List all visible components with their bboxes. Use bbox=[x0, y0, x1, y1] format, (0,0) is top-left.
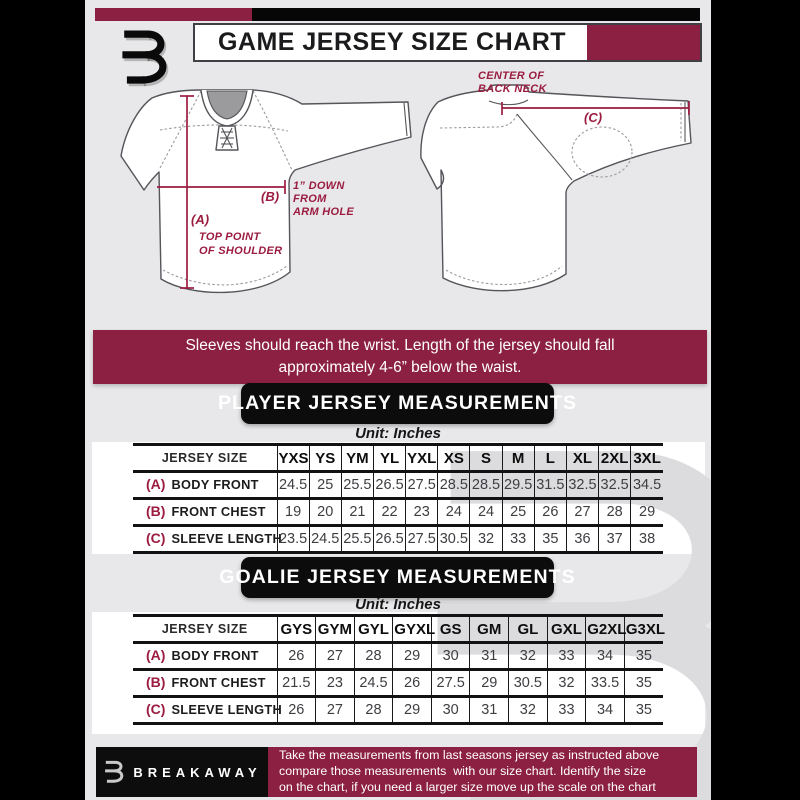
measurement-value: 24 bbox=[470, 499, 502, 526]
size-col-header: GYXL bbox=[393, 616, 432, 643]
size-header-row bbox=[133, 445, 663, 472]
row-tag: (A) bbox=[146, 476, 166, 492]
size-col-header: GYS bbox=[277, 616, 316, 643]
measurement-value: 29 bbox=[393, 643, 432, 670]
measurement-row-label bbox=[133, 499, 277, 526]
measurement-value: 26.5 bbox=[373, 472, 405, 499]
size-col-header: XS bbox=[438, 445, 470, 472]
size-col-header: XL bbox=[566, 445, 598, 472]
measurement-value: 25 bbox=[502, 499, 534, 526]
measurement-value: 30.5 bbox=[438, 526, 470, 553]
footer-line-2: compare those measurements with our size chart. Identify the size bbox=[279, 764, 647, 779]
measurement-row-label bbox=[133, 643, 277, 670]
measurement-value: 35 bbox=[624, 670, 663, 697]
measurement-row-label bbox=[133, 670, 277, 697]
row-label-text: SLEEVE LENGTH bbox=[171, 531, 282, 546]
measurement-value: 25.5 bbox=[341, 526, 373, 553]
footer-brand-text: BREAKAWAY bbox=[133, 764, 262, 780]
measurement-value: 35 bbox=[624, 643, 663, 670]
player-unit-label: Unit: Inches bbox=[355, 425, 441, 442]
player-measurements-table bbox=[133, 443, 663, 554]
size-col-header: G2XL bbox=[586, 616, 625, 643]
size-col-header: M bbox=[502, 445, 534, 472]
measurement-value: 32 bbox=[509, 643, 548, 670]
notice-line-1: Sleeves should reach the wrist. Length of the jersey should fall bbox=[185, 337, 615, 354]
row-label-text: SLEEVE LENGTH bbox=[171, 702, 282, 717]
measurement-value: 34 bbox=[586, 643, 625, 670]
measurement-value: 26.5 bbox=[373, 526, 405, 553]
measurement-value: 25 bbox=[309, 472, 341, 499]
footer-line-1: Take the measurements from last seasons jersey as instructed above bbox=[279, 748, 660, 763]
measurement-row-label bbox=[133, 472, 277, 499]
row-label-text: BODY FRONT bbox=[171, 477, 259, 492]
size-chart-poster bbox=[85, 0, 711, 800]
measurement-value: 30 bbox=[431, 697, 470, 724]
measurement-value: 24.5 bbox=[354, 670, 393, 697]
measurement-value: 23.5 bbox=[277, 526, 309, 553]
size-col-header: S bbox=[470, 445, 502, 472]
measurement-value: 24.5 bbox=[309, 526, 341, 553]
measurement-value: 38 bbox=[631, 526, 663, 553]
measurement-value: 19 bbox=[277, 499, 309, 526]
measurement-row bbox=[133, 697, 663, 724]
size-col-header: L bbox=[534, 445, 566, 472]
measurement-value: 35 bbox=[624, 697, 663, 724]
measurement-value: 33 bbox=[502, 526, 534, 553]
label-b-text-2: FROM bbox=[293, 193, 327, 205]
measurement-value: 29 bbox=[631, 499, 663, 526]
label-c-text-2: BACK NECK bbox=[478, 83, 547, 95]
measurement-value: 28 bbox=[354, 643, 393, 670]
measurement-value: 26 bbox=[393, 670, 432, 697]
size-col-header: GXL bbox=[547, 616, 586, 643]
label-a-text-1: TOP POINT bbox=[199, 231, 261, 243]
measurement-value: 32 bbox=[470, 526, 502, 553]
row-tag: (B) bbox=[146, 674, 166, 690]
measurement-row bbox=[133, 499, 663, 526]
measurement-value: 34 bbox=[586, 697, 625, 724]
size-col-header: GL bbox=[509, 616, 548, 643]
measurement-value: 33 bbox=[547, 697, 586, 724]
page-title: GAME JERSEY SIZE CHART bbox=[217, 28, 567, 56]
goalie-section-title-text: GOALIE JERSEY MEASUREMENTS bbox=[219, 566, 576, 588]
measurement-row-label bbox=[133, 526, 282, 553]
measurement-value: 26 bbox=[277, 643, 316, 670]
size-col-header: 3XL bbox=[631, 445, 663, 472]
measurement-value: 31.5 bbox=[534, 472, 566, 499]
size-col-header: YM bbox=[341, 445, 373, 472]
row-tag: (C) bbox=[146, 701, 166, 717]
measurement-value: 29 bbox=[470, 670, 509, 697]
measurement-value: 37 bbox=[599, 526, 631, 553]
measurement-value: 29.5 bbox=[502, 472, 534, 499]
header-black-bar bbox=[252, 8, 700, 21]
size-col-header: 2XL bbox=[599, 445, 631, 472]
size-col-header: YXS bbox=[277, 445, 309, 472]
measurement-value: 30.5 bbox=[509, 670, 548, 697]
label-a-tag: (A) bbox=[191, 212, 210, 227]
measurement-value: 32.5 bbox=[566, 472, 598, 499]
measurement-value: 32 bbox=[509, 697, 548, 724]
measurement-value: 31 bbox=[470, 697, 509, 724]
size-header-row bbox=[133, 616, 663, 643]
measurement-value: 36 bbox=[566, 526, 598, 553]
goalie-section-title bbox=[219, 557, 576, 598]
measurement-value: 27.5 bbox=[406, 526, 438, 553]
size-col-header: GYL bbox=[354, 616, 393, 643]
player-section-title-text: PLAYER JERSEY MEASUREMENTS bbox=[217, 392, 578, 414]
header-maroon-bar bbox=[95, 8, 252, 21]
measurement-value: 24.5 bbox=[277, 472, 309, 499]
size-col-header: YXL bbox=[406, 445, 438, 472]
measurement-value: 33.5 bbox=[586, 670, 625, 697]
measurement-value: 27.5 bbox=[431, 670, 470, 697]
row-tag: (A) bbox=[146, 647, 166, 663]
measurement-value: 33 bbox=[547, 643, 586, 670]
player-section-title bbox=[217, 383, 578, 424]
label-b-tag: (B) bbox=[261, 189, 280, 204]
measurement-value: 26 bbox=[534, 499, 566, 526]
measurement-value: 26 bbox=[277, 697, 316, 724]
size-col-header: YL bbox=[373, 445, 405, 472]
row-tag: (C) bbox=[146, 530, 166, 546]
measurement-value: 29 bbox=[393, 697, 432, 724]
measurement-value: 32 bbox=[547, 670, 586, 697]
measurement-value: 23 bbox=[406, 499, 438, 526]
header-title-box bbox=[193, 23, 702, 62]
measurement-row bbox=[133, 472, 663, 499]
measurement-value: 27 bbox=[316, 643, 355, 670]
measurement-value: 31 bbox=[470, 643, 509, 670]
measurement-value: 32.5 bbox=[599, 472, 631, 499]
jersey-diagrams bbox=[85, 60, 711, 332]
jersey-size-header: JERSEY SIZE bbox=[161, 451, 248, 465]
row-label-text: FRONT CHEST bbox=[171, 504, 266, 519]
notice-line-2: approximately 4-6” below the waist. bbox=[278, 359, 522, 376]
measurement-value: 34.5 bbox=[631, 472, 663, 499]
label-a-text-2: OF SHOULDER bbox=[199, 245, 283, 257]
footer-instructions-box bbox=[268, 747, 697, 797]
size-col-header: GS bbox=[431, 616, 470, 643]
measurement-value: 28.5 bbox=[470, 472, 502, 499]
measurement-value: 28.5 bbox=[438, 472, 470, 499]
jersey-size-header: JERSEY SIZE bbox=[161, 622, 248, 636]
label-c-tag: (C) bbox=[584, 110, 603, 125]
size-col-header: G3XL bbox=[624, 616, 663, 643]
measurement-row-label bbox=[133, 697, 282, 724]
measurement-value: 24 bbox=[438, 499, 470, 526]
measurement-value: 30 bbox=[431, 643, 470, 670]
row-label-text: BODY FRONT bbox=[171, 648, 259, 663]
measurement-row bbox=[133, 670, 663, 697]
measurement-value: 23 bbox=[316, 670, 355, 697]
footer-brand-box bbox=[96, 747, 268, 797]
measurement-value: 28 bbox=[354, 697, 393, 724]
size-col-header: YS bbox=[309, 445, 341, 472]
footer-breakaway-logo-icon bbox=[102, 759, 126, 785]
measurement-value: 35 bbox=[534, 526, 566, 553]
measurement-value: 20 bbox=[309, 499, 341, 526]
measurement-value: 22 bbox=[373, 499, 405, 526]
measurement-value: 27 bbox=[316, 697, 355, 724]
footer-line-3: on the chart, if you need a larger size move up the scale on the chart bbox=[279, 779, 656, 794]
measurement-value: 28 bbox=[599, 499, 631, 526]
size-col-header: GYM bbox=[316, 616, 355, 643]
back-jersey-drawing bbox=[421, 85, 691, 291]
measurement-value: 21.5 bbox=[277, 670, 316, 697]
notice-banner bbox=[93, 330, 707, 384]
measurement-row bbox=[133, 643, 663, 670]
goalie-measurements-table bbox=[133, 614, 666, 725]
row-label-text: FRONT CHEST bbox=[171, 675, 266, 690]
measurement-value: 25.5 bbox=[341, 472, 373, 499]
measurement-value: 21 bbox=[341, 499, 373, 526]
size-col-header: GM bbox=[470, 616, 509, 643]
goalie-unit-label: Unit: Inches bbox=[355, 596, 441, 613]
label-b-text-1: 1” DOWN bbox=[293, 180, 345, 192]
label-b-text-3: ARM HOLE bbox=[293, 206, 355, 218]
measurement-value: 27 bbox=[566, 499, 598, 526]
measurement-value: 27.5 bbox=[406, 472, 438, 499]
measurement-row bbox=[133, 526, 663, 553]
row-tag: (B) bbox=[146, 503, 166, 519]
header-title-accent bbox=[587, 25, 700, 60]
label-c-text-1: CENTER OF bbox=[478, 70, 545, 82]
